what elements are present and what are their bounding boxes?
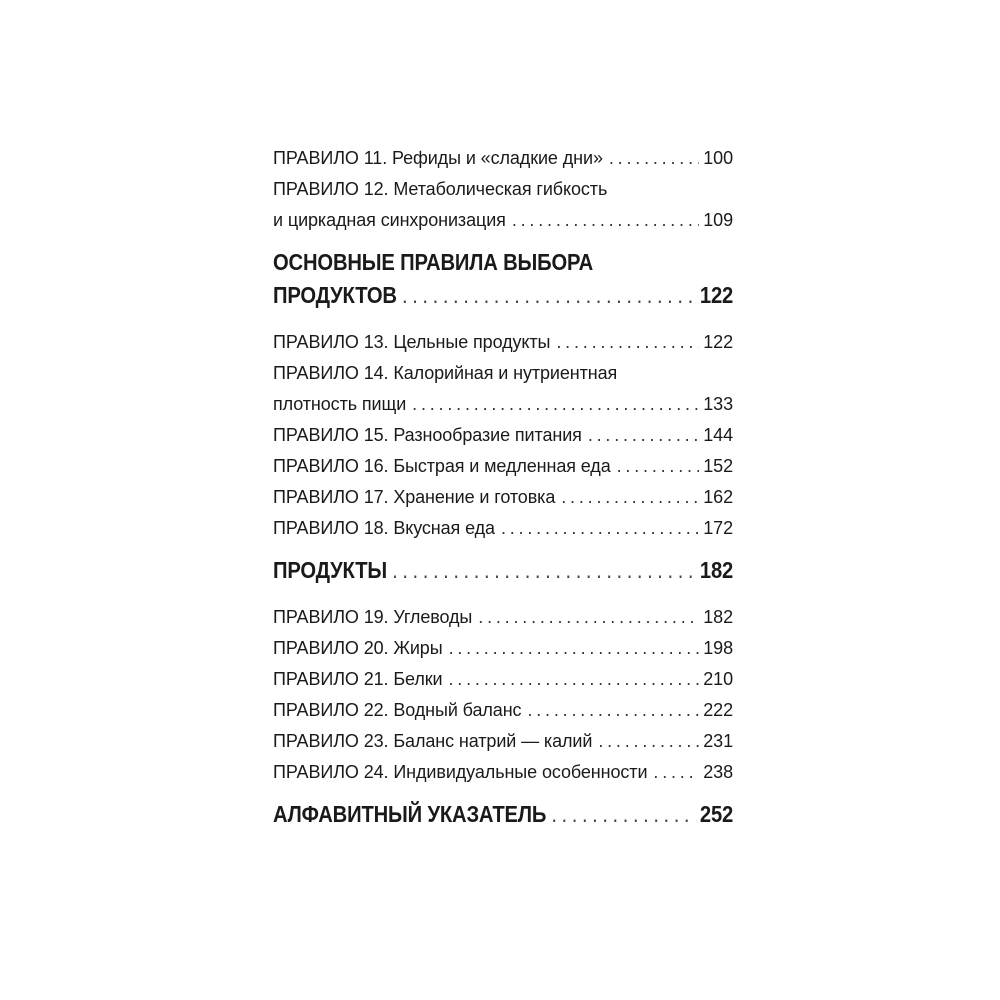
dot-leader	[588, 420, 699, 451]
toc-entry-title: ПРАВИЛО 13. Цельные продукты	[273, 332, 551, 352]
toc-entry-title-line2: и циркадная синхронизация	[273, 210, 506, 230]
dot-leader	[512, 205, 699, 236]
toc-section-page: 182	[699, 557, 734, 583]
toc-entry-page: 100	[703, 148, 733, 168]
toc-entry-page: 162	[703, 487, 733, 507]
toc-entry-page: 210	[703, 669, 733, 689]
toc-section-title-line1: ОСНОВНЫЕ ПРАВИЛА ВЫБОРА	[273, 249, 594, 275]
toc-section-title: АЛФАВИТНЫЙ УКАЗАТЕЛЬ	[273, 801, 547, 827]
toc-entry-title: ПРАВИЛО 17. Хранение и готовка	[273, 487, 556, 507]
toc-entry-page: 198	[703, 638, 733, 658]
toc-entry-title: ПРАВИЛО 18. Вкусная еда	[273, 518, 495, 538]
toc-section-page: 252	[699, 801, 734, 827]
toc-entry-title: ПРАВИЛО 15. Разнообразие питания	[273, 425, 582, 445]
toc-entry-title: ПРАВИЛО 21. Белки	[273, 669, 443, 689]
toc-entry-rule-21	[273, 664, 733, 695]
toc-entry-page: 231	[703, 731, 733, 751]
toc-entry-rule-20	[273, 633, 733, 664]
toc-section-food-choice-rules	[273, 246, 733, 312]
toc-entry-rule-22	[273, 695, 733, 726]
toc-entry-rule-18	[273, 513, 733, 544]
toc-entry-page: 238	[703, 762, 733, 782]
toc-entry-title: ПРАВИЛО 23. Баланс натрий — калий	[273, 731, 593, 751]
toc-entry-page: 144	[703, 425, 733, 445]
toc-section-title-line2: ПРОДУКТОВ	[273, 282, 397, 308]
toc-entry-rule-13	[273, 327, 733, 358]
toc-entry-page: 182	[703, 607, 733, 627]
toc-entry-rule-19	[273, 602, 733, 633]
toc-entry-rule-24	[273, 757, 733, 788]
toc-entry-page: 109	[703, 210, 733, 230]
toc-entry-page: 222	[703, 700, 733, 720]
dot-leader	[653, 757, 699, 788]
toc-entry-rule-12	[273, 174, 733, 236]
toc-entry-title: ПРАВИЛО 24. Индивидуальные особенности	[273, 762, 648, 782]
toc-entry-rule-15	[273, 420, 733, 451]
toc-entry-page: 133	[703, 394, 733, 414]
toc-entry-title: ПРАВИЛО 19. Углеводы	[273, 607, 473, 627]
toc-entry-rule-14	[273, 358, 733, 420]
toc-entry-page: 152	[703, 456, 733, 476]
toc-entry-title-line2: плотность пищи	[273, 394, 407, 414]
dot-leader	[392, 554, 696, 587]
toc-entry-title-line1: ПРАВИЛО 12. Метаболическая гибкость	[273, 179, 608, 199]
toc-entry-title: ПРАВИЛО 16. Быстрая и медленная еда	[273, 456, 611, 476]
dot-leader	[478, 602, 699, 633]
dot-leader	[527, 695, 699, 726]
toc-section-index	[273, 798, 733, 831]
toc-entry-rule-11	[273, 143, 733, 174]
toc-section-products	[273, 554, 733, 587]
dot-leader	[609, 143, 699, 174]
toc-entry-rule-16	[273, 451, 733, 482]
toc-entry-title-line1: ПРАВИЛО 14. Калорийная и нутриентная	[273, 363, 618, 383]
toc-entry-page: 122	[703, 332, 733, 352]
toc-section-title: ПРОДУКТЫ	[273, 557, 388, 583]
dot-leader	[561, 482, 699, 513]
dot-leader	[501, 513, 699, 544]
toc-entry-title: ПРАВИЛО 20. Жиры	[273, 638, 443, 658]
toc-entry-page: 172	[703, 518, 733, 538]
dot-leader	[617, 451, 700, 482]
dot-leader	[449, 664, 700, 695]
toc-entry-title: ПРАВИЛО 11. Рефиды и «сладкие дни»	[273, 148, 603, 168]
toc-entry-title: ПРАВИЛО 22. Водный баланс	[273, 700, 522, 720]
table-of-contents	[273, 143, 733, 831]
dot-leader	[402, 279, 696, 312]
toc-section-page: 122	[699, 282, 734, 308]
dot-leader	[598, 726, 699, 757]
toc-entry-rule-23	[273, 726, 733, 757]
dot-leader	[556, 327, 699, 358]
dot-leader	[449, 633, 700, 664]
dot-leader	[551, 798, 696, 831]
toc-entry-rule-17	[273, 482, 733, 513]
dot-leader	[412, 389, 699, 420]
